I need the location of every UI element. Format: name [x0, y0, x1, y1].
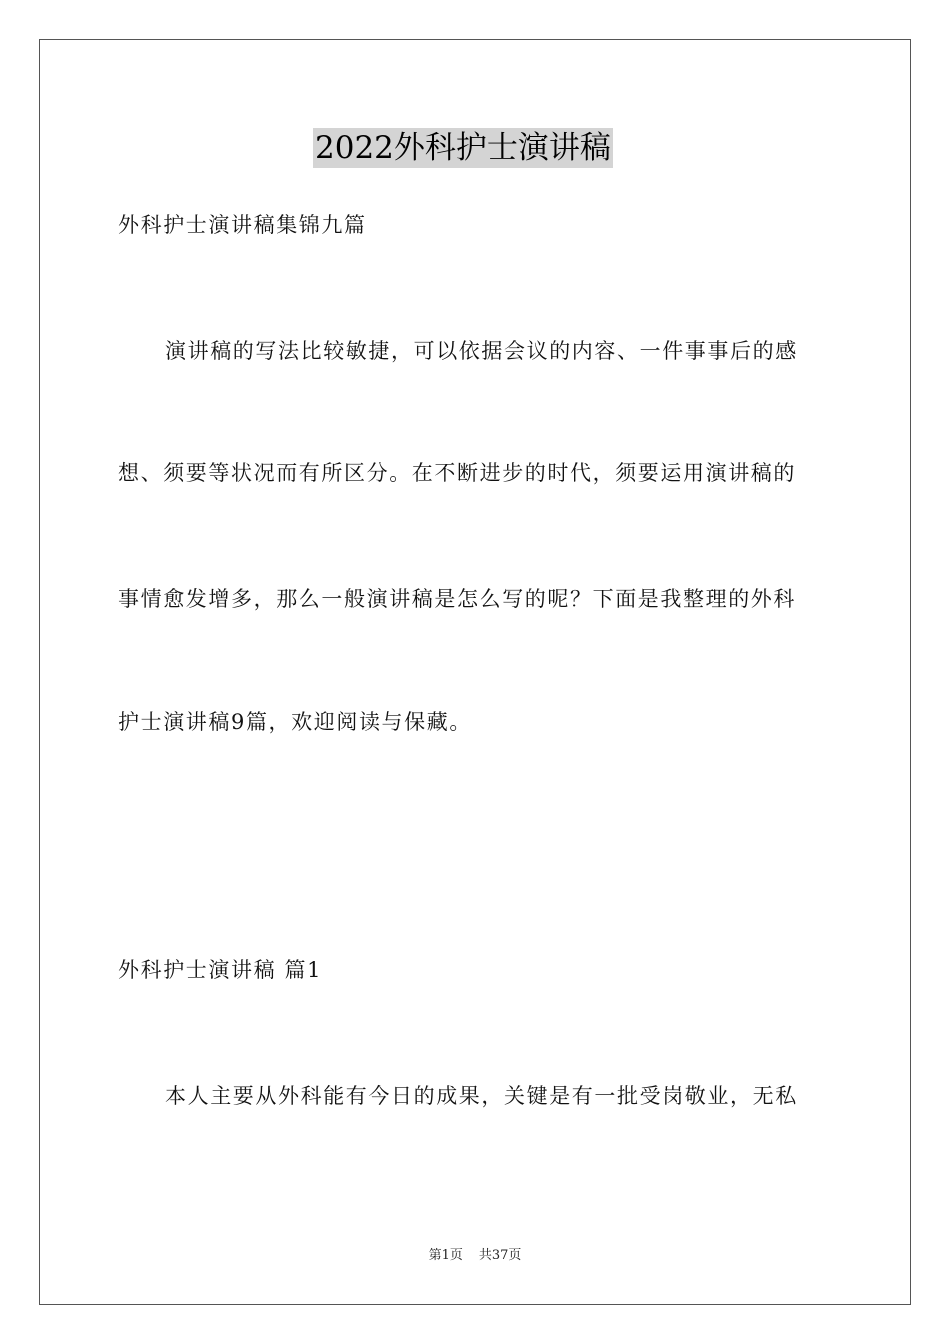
intro-paragraph-line: 想、须要等状况而有所区分。在不断进步的时代，须要运用演讲稿的 — [118, 461, 796, 485]
intro-paragraph-line: 事情愈发增多，那么一般演讲稿是怎么写的呢？下面是我整理的外科 — [118, 587, 796, 611]
document-subtitle: 外科护士演讲稿集锦九篇 — [118, 213, 367, 237]
section-heading: 外科护士演讲稿 篇1 — [118, 958, 323, 982]
intro-paragraph-line: 护士演讲稿9篇，欢迎阅读与保藏。 — [118, 710, 472, 734]
page-number: 第1页 — [428, 1248, 463, 1263]
section-paragraph-line: 本人主要从外科能有今日的成果，关键是有一批受岗敬业，无私 — [165, 1084, 798, 1108]
total-pages: 共37页 — [478, 1248, 522, 1263]
document-title: 2022外科护士演讲稿 — [315, 130, 611, 166]
intro-paragraph-line: 演讲稿的写法比较敏捷，可以依据会议的内容、一件事事后的感 — [165, 339, 798, 363]
page-footer — [0, 1248, 950, 1264]
